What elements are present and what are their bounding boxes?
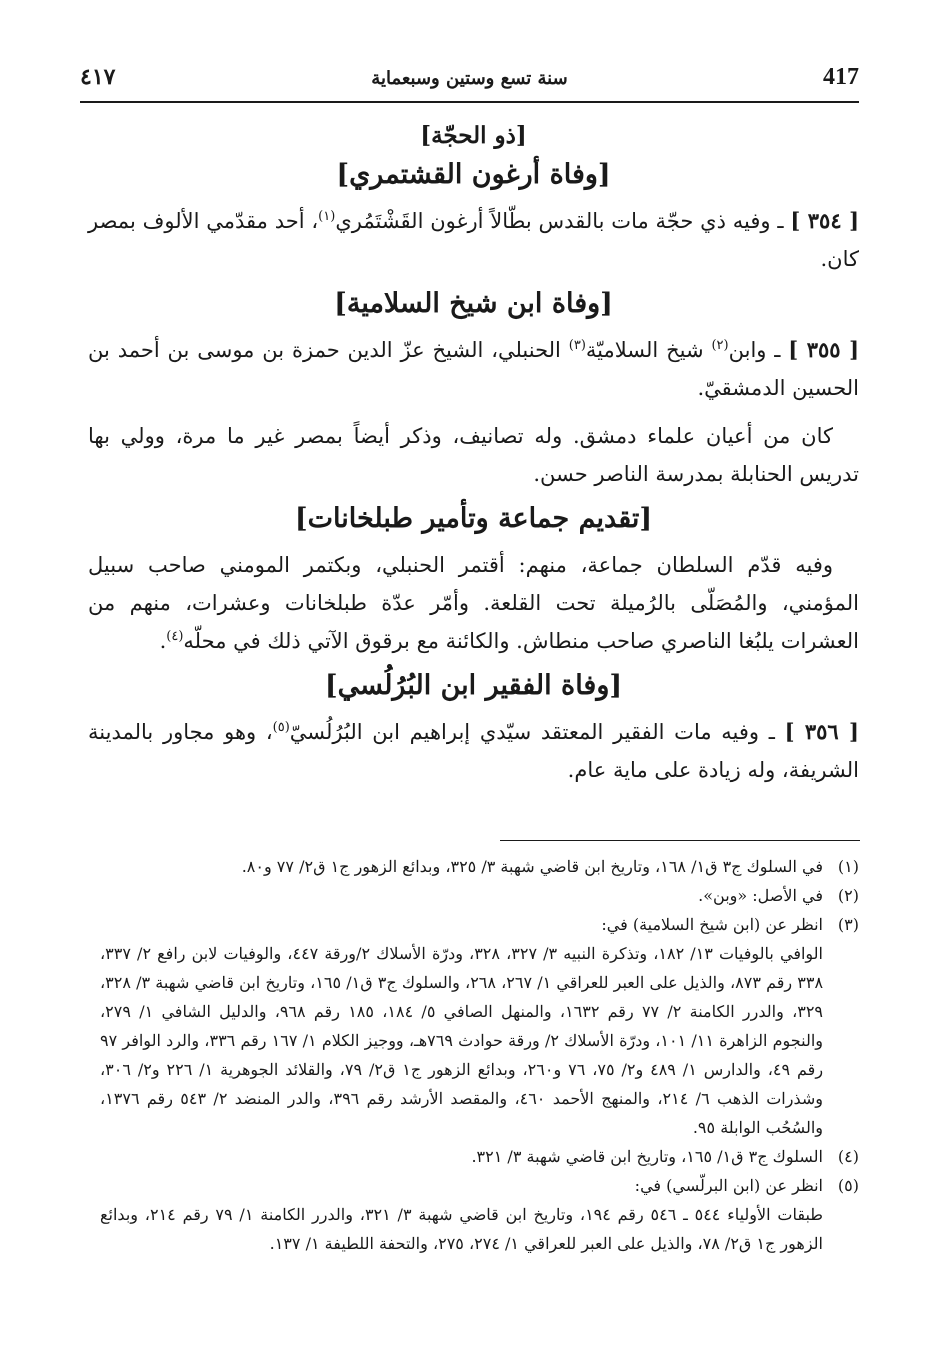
entry-text: شيخ السلاميّة <box>585 338 712 362</box>
footnote <box>100 852 859 881</box>
entry-text: ـ وابن <box>728 338 789 362</box>
section-heading: [وفاة أرغون القشتمري] <box>336 159 611 190</box>
entry-text: ـ وفيه مات الفقير المعتقد سيّدي إبراهيم ابن البُرُلُسيّ <box>289 720 785 744</box>
entry-paragraph <box>88 546 859 660</box>
entry-number: [ ٣٥٦ ] <box>784 719 859 744</box>
entry-number: [ ٣٥٤ ] <box>790 208 860 233</box>
footnote-ref[interactable]: (٥) <box>272 720 290 735</box>
footnote-text: الوافي بالوفيات ١٣/ ١٨٢، وتذكرة النبيه ٣/ ٣٢٧، ٣٢٨، ودرّة الأسلاك ٢/ورقة ٤٤٧، والوفيات لابن رافع ٢/ ٣٣٧، ٣٣٨ رقم ٨٧٣، والذيل على العبر للعراقي ١/ ٢٦٧، ٢٦٨، والسلوك ج٣ ق١/ ١٦٥، وتاريخ ابن قاضي شهبة ٣/ ٣٢٨، ٣٢٩، والدرر الكامنة ٢/ ٧٧ رقم ١٦٣٢، والمنهل الصافي ٥/ ١٨٤، ١٨٥ رقم ٩٦٨، والدليل الشافي ١/ ٢٧٩، والنجوم الزاهرة ١١/ ١٠١، ودرّة الأسلاك ٢/ ورقة حوادث ٧٦٩هـ، ووجيز الكلام ١/ ١٦٧ رقم ٣٣٦، والرد الوافر ٩٧ رقم ٤٩، والدارس ١/ ٤٨٩ و٢/ ٧٥، ٧٦ و٢٦٠، وبدائع الزهور ج١ ق٢/ ٧٩، والقلائد الجوهرية ١/ ٢٢٦ و٢/ ٣٠٦، وشذرات الذهب ٦/ ٢١٤، والمنهج الأحمد ٤٦٠، والمقصد الأرشد رقم ٣٩٦، والدر المنضد ٢/ ٥٤٣ رقم ١٣٧٦، والسُحُب الوابلة ٩٥. <box>100 944 824 1137</box>
footnote-number: (١) <box>837 857 859 876</box>
footnote <box>100 910 859 939</box>
footnote-number: (٥) <box>837 1176 859 1195</box>
page-number-arabic: ٤١٧ <box>80 64 116 90</box>
footnote <box>100 881 859 910</box>
footnote <box>100 1171 859 1200</box>
entry-paragraph <box>88 713 859 789</box>
footnote-text: انظر عن (ابن شيخ السلامية) في: <box>601 915 823 934</box>
entry-text: . <box>159 629 167 653</box>
page-number-latin: 417 <box>823 64 859 90</box>
entry-text: ، أحد مقدّمي الألوف بمصر كان. <box>88 209 859 271</box>
footnote-rule <box>500 840 860 841</box>
footnote-ref[interactable]: (٤) <box>166 629 184 644</box>
footnote-text: في الأصل: «وبن». <box>698 886 823 905</box>
entry-paragraph: كان من أعيان علماء دمشق. وله تصانيف، وذكر أيضاً بمصر غير ما مرة، وولي بها تدريس الحنابلة بمدرسة الناصر حسن. <box>88 424 859 486</box>
footnote-text: انظر عن (ابن البرلّسي) في: <box>634 1176 823 1195</box>
entry-paragraph <box>88 331 859 407</box>
section-heading: [وفاة الفقير ابن البُرُلُسي] <box>324 670 623 701</box>
footnote-number: (٢) <box>837 886 859 905</box>
entry-text: الحنبلي، الشيخ عزّ الدين حمزة بن موسى بن أحمد بن الحسين الدمشقيّ. <box>88 338 859 400</box>
footnote-ref[interactable]: (٢) <box>711 338 729 353</box>
entry-number: [ ٣٥٥ ] <box>788 337 860 362</box>
footnote <box>100 1142 859 1171</box>
footnotes <box>100 852 859 1258</box>
section-heading: [تقديم جماعة وتأمير طبلخانات] <box>294 503 653 534</box>
running-title: سنة تسع وستين وسبعماية <box>371 68 568 89</box>
main-text <box>88 122 859 799</box>
footnote-ref[interactable]: (٣) <box>568 338 586 353</box>
footnote-number: (٣) <box>837 915 859 934</box>
entry-text: ، وهو مجاور بالمدينة الشريفة، وله زيادة على ماية عام. <box>88 720 859 782</box>
entry-text: وفيه قدّم السلطان جماعة، منهم: أقتمر الحنبلي، وبكتمر المومني صاحب سبيل المؤمني، والمُصَلّى بالرُميلة تحت القلعة. وأمّر عدّة طبلخانات وعشرات، منهم من العشرات يلبُغا الناصري صاحب منطاش. والكائنة مع برقوق الآتي ذلك في محلّه <box>88 553 859 653</box>
footnote-text: طبقات الأولياء ٥٤٤ ـ ٥٤٦ رقم ١٩٤، وتاريخ ابن قاضي شهبة ٣/ ٣٢١، والدرر الكامنة ١/ ٧٩ رقم ٢١٤، وبدائع الزهور ج١ ق٢/ ٧٨، والذيل على العبر للعراقي ١/ ٢٧٤، ٢٧٥، والتحفة اللطيفة ١/ ١٣٧. <box>100 1205 824 1253</box>
footnote-text: في السلوك ج٣ ق١/ ١٦٨، وتاريخ ابن قاضي شهبة ٣/ ٣٢٥، وبدائع الزهور ج١ ق٢/ ٧٧ و٨٠. <box>241 857 823 876</box>
header-rule <box>80 101 859 103</box>
entry-paragraph <box>88 202 859 278</box>
page-header <box>80 60 859 100</box>
footnote-number: (٤) <box>837 1147 859 1166</box>
month-heading: [ذو الحجّة] <box>420 122 527 149</box>
footnote-text: السلوك ج٣ ق١/ ١٦٥، وتاريخ ابن قاضي شهبة ٣/ ٣٢١. <box>471 1147 823 1166</box>
entry-text: ـ وفيه ذي حجّة مات بالقدس بطّالاً أرغون القَشْتَمُري <box>335 209 791 233</box>
section-heading: [وفاة ابن شيخ السلامية] <box>334 288 613 319</box>
footnote-ref[interactable]: (١) <box>318 209 336 224</box>
